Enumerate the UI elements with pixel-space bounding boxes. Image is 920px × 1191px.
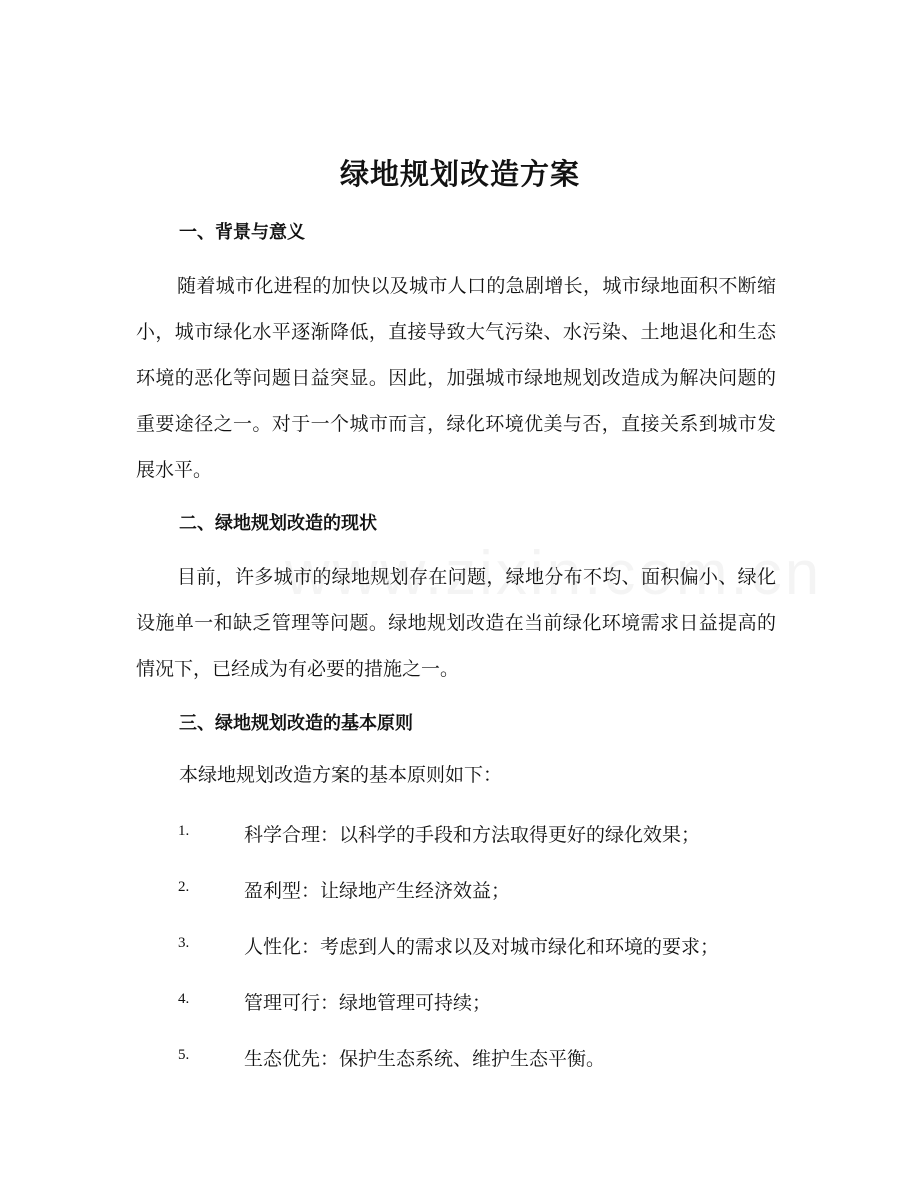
list-item-text: 盈利型：让绿地产生经济效益；	[244, 880, 511, 902]
document-title: 绿地规划改造方案	[339, 157, 580, 191]
section-heading-status: 二、绿地规划改造的现状	[179, 513, 377, 534]
section-heading-principles: 三、绿地规划改造的基本原则	[179, 713, 413, 734]
list-item-number: 4.	[178, 991, 190, 1007]
list-item-number: 1.	[178, 823, 190, 839]
list-item-text: 科学合理：以科学的手段和方法取得更好的绿化效果；	[244, 824, 701, 846]
list-item-number: 5.	[178, 1047, 190, 1063]
list-item-text: 人性化：考虑到人的需求以及对城市绿化和环境的要求；	[244, 936, 720, 958]
list-item-text: 管理可行：绿地管理可持续；	[244, 992, 492, 1014]
list-item-number: 3.	[178, 935, 190, 951]
section-paragraph-status: 目前，许多城市的绿地规划存在问题，绿地分布不均、面积偏小、绿化设施单一和缺乏管理等问题。绿地规划改造在当前绿化环境需求日益提高的情况下，已经成为有必要的措施之一。	[136, 566, 776, 680]
list-item-number: 2.	[178, 879, 190, 895]
section-heading-background: 一、背景与意义	[179, 222, 305, 243]
list-item-text: 生态优先：保护生态系统、维护生态平衡。	[244, 1048, 606, 1070]
section-paragraph-background: 随着城市化进程的加快以及城市人口的急剧增长，城市绿地面积不断缩小，城市绿化水平逐渐降低，直接导致大气污染、水污染、土地退化和生态环境的恶化等问题日益突显。因此，加强城市绿地规划改造成为解决问题的重要途径之一。对于一个城市而言，绿化环境优美与否，直接关系到城市发展水平。	[136, 275, 776, 481]
principles-intro: 本绿地规划改造方案的基本原则如下：	[179, 764, 503, 786]
